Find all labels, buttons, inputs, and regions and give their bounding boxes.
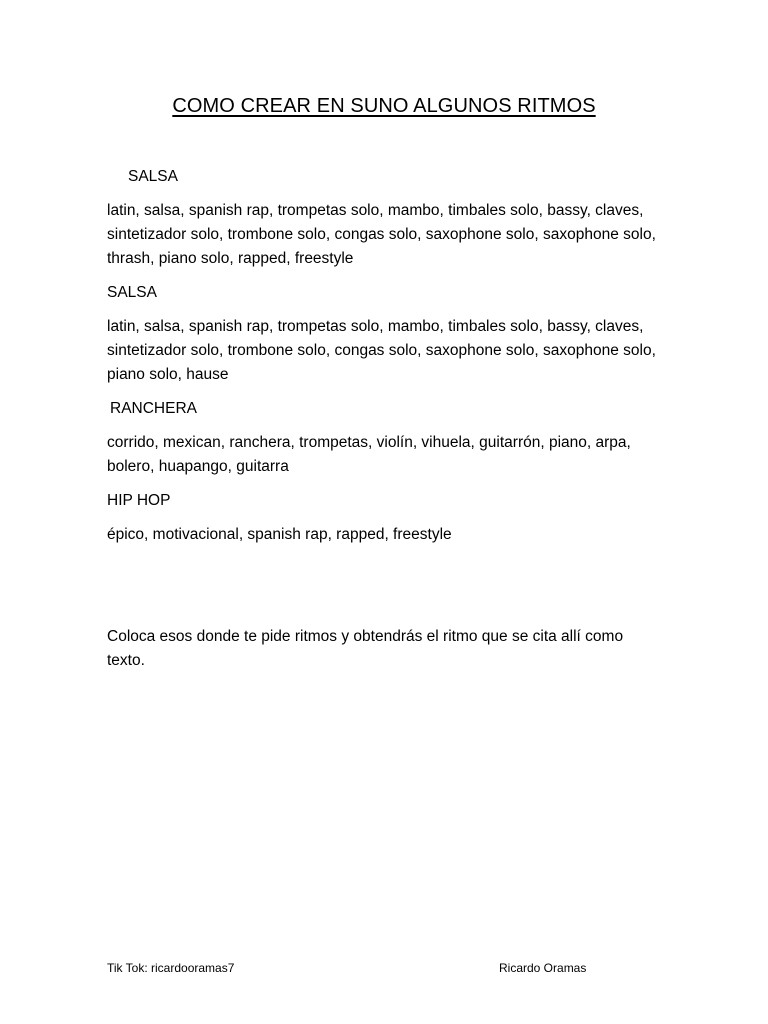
section-body-ranchera: corrido, mexican, ranchera, trompetas, violín, vihuela, guitarrón, piano, arpa, bolero, huapango, guitarra	[107, 434, 631, 475]
section-body-salsa-1: latin, salsa, spanish rap, trompetas solo, mambo, timbales solo, bassy, claves, sintetizador solo, trombone solo, congas solo, saxophone solo, saxophone solo, thrash, piano solo, rapped, freestyle	[107, 202, 656, 267]
document-title: COMO CREAR EN SUNO ALGUNOS RITMOS	[172, 95, 596, 117]
section-heading-salsa-2: SALSA	[107, 284, 157, 301]
closing-paragraph: Coloca esos donde te pide ritmos y obtendrás el ritmo que se cita allí como texto.	[107, 628, 624, 669]
footer-author-name: Ricardo Oramas	[499, 961, 587, 975]
section-heading-ranchera: RANCHERA	[110, 400, 197, 417]
section-body-salsa-2: latin, salsa, spanish rap, trompetas solo, mambo, timbales solo, bassy, claves, sintetizador solo, trombone solo, congas solo, saxophone solo, saxophone solo, piano solo, hause	[107, 318, 656, 383]
footer-tiktok-handle: Tik Tok: ricardooramas7	[107, 961, 235, 975]
section-heading-salsa-1: SALSA	[128, 168, 178, 185]
section-heading-hip-hop: HIP HOP	[107, 492, 171, 509]
section-body-hip-hop: épico, motivacional, spanish rap, rapped, freestyle	[107, 526, 452, 543]
